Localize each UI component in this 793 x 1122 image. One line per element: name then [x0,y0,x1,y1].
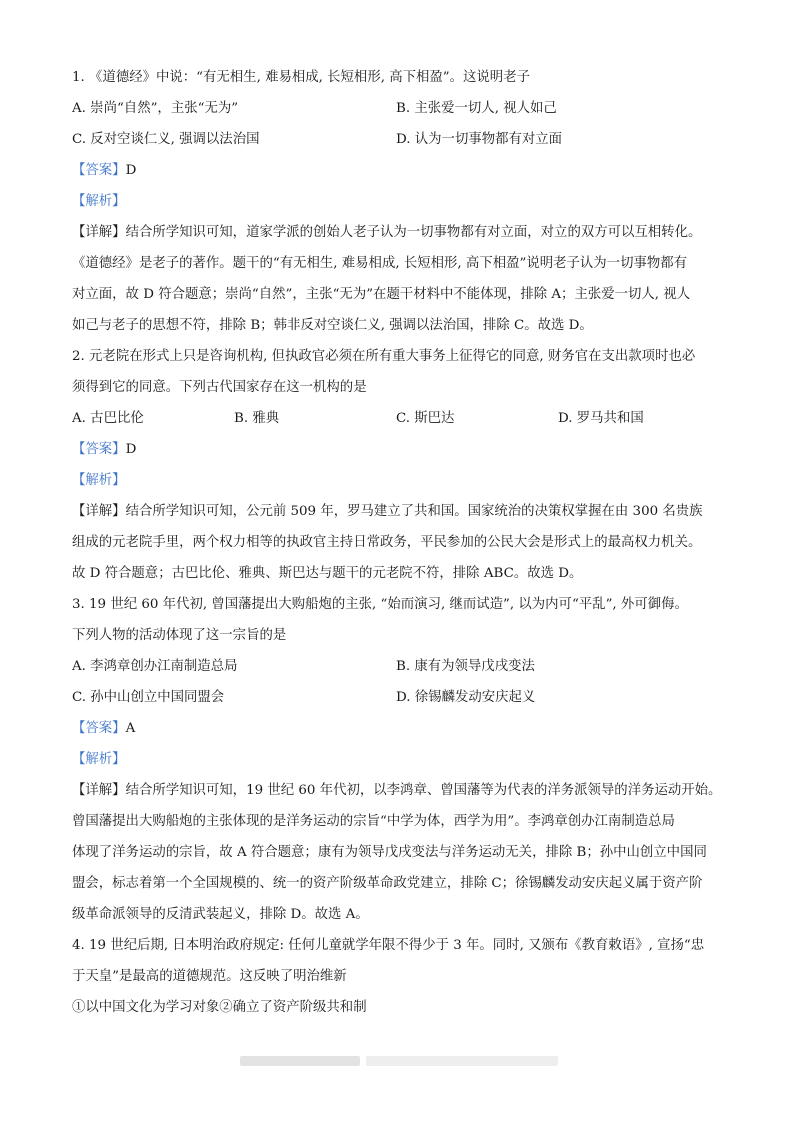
detail-paragraph [72,775,727,930]
statement-items: ①以中国文化为学习对象②确立了资产阶级共和制 [72,1000,367,1015]
question-stem: 4. 19 世纪后期, 日本明治政府规定: 任何儿童就学年限不得少于 3 年。同时, 又颁布《教育敕语》, 宣扬“忠 [72,938,705,953]
question-stem: 须得到它的同意。下列古代国家存在这一机构的是 [72,380,367,395]
detail-label: 【详解】 [72,783,126,798]
question-stem: 下列人物的活动体现了这一宗旨的是 [72,628,287,643]
detail-text: 结合所学知识可知，公元前 509 年，罗马建立了共和国。国家统治的决策权掌握在由 300 名贵族 [125,504,703,519]
detail-line: 《道德经》是老子的著作。题干的“有无相生, 难易相成, 长短相形, 高下相盈”说明老子认为一切事物都有 [72,256,688,271]
options-row [72,682,727,713]
option-a: A. 崇尚“自然”，主张“无为” [72,101,239,116]
answer-label: 【答案】 [72,163,126,178]
option-c: C. 孙中山创立中国同盟会 [72,690,225,705]
analysis-line [72,465,727,496]
detail-line: 体现了洋务运动的宗旨，故 A 符合题意；康有为领导戊戌变法与洋务运动无关，排除 B；孙中山创立中国同 [72,845,707,860]
detail-label: 【详解】 [72,225,126,240]
question-3 [72,589,727,930]
detail-paragraph [72,496,727,589]
blurred-text-block [366,1056,558,1066]
detail-line: 对立面，故 D 符合题意；崇尚“自然”，主张“无为”在题干材料中不能体现，排除 A；主张爱一切人, 视人 [72,287,691,302]
question-stem: 3. 19 世纪 60 年代初, 曾国藩提出大购船炮的主张, “始而演习, 继而试造”, 以为内可“平乱”, 外可御侮。 [72,597,688,612]
question-stem: 1. 《道德经》中说：“有无相生, 难易相成, 长短相形, 高下相盈”。这说明老子 [72,70,530,85]
question-2 [72,341,727,589]
option-b: B. 雅典 [234,411,280,426]
options-row [72,651,727,682]
detail-line [72,217,727,248]
detail-line: 故 D 符合题意；古巴比伦、雅典、斯巴达与题干的元老院不符，排除 ABC。故选 D。 [72,566,583,581]
detail-line: 曾国藩提出大购船炮的主张体现的是洋务运动的宗旨“中学为体，西学为用”。李鸿章创办江南制造总局 [72,814,675,829]
detail-text: 结合所学知识可知，道家学派的创始人老子认为一切事物都有对立面，对立的双方可以互相转化。 [125,225,702,240]
detail-line: 组成的元老院手里，两个权力相等的执政官主持日常政务，平民参加的公民大会是形式上的最高权力机关。 [72,535,702,550]
analysis-line [72,186,727,217]
options-row [72,403,727,434]
detail-line: 如己与老子的思想不符，排除 B；韩非反对空谈仁义, 强调以法治国，排除 C。故选 D。 [72,318,593,333]
options-row [72,124,727,155]
option-c: C. 反对空谈仁义, 强调以法治国 [72,132,260,147]
analysis-label: 【解析】 [72,752,126,767]
answer-label: 【答案】 [72,721,126,736]
blurred-footer-watermark [240,1053,558,1069]
option-a: A. 古巴比伦 [72,411,144,426]
analysis-label: 【解析】 [72,194,126,209]
detail-line: 盟会，标志着第一个全国规模的、统一的资产阶级革命政党建立，排除 C；徐锡麟发动安庆起义属于资产阶 [72,876,703,891]
answer-line [72,713,727,744]
option-d: D. 认为一切事物都有对立面 [396,132,563,147]
answer-value: D [125,163,137,178]
answer-line [72,434,727,465]
option-d: D. 罗马共和国 [558,411,644,426]
answer-line [72,155,727,186]
detail-text: 结合所学知识可知，19 世纪 60 年代初，以李鸿章、曾国藩等为代表的洋务派领导的洋务运动开始。 [125,783,722,798]
question-4 [72,930,727,1023]
detail-line [72,496,727,527]
answer-value: A [125,721,136,736]
detail-line: 级革命派领导的反清武装起义，排除 D。故选 A。 [72,907,369,922]
option-b: B. 主张爱一切人, 视人如己 [396,101,557,116]
option-d: D. 徐锡麟发动安庆起义 [396,690,536,705]
question-stem: 于天皇”是最高的道德规范。这反映了明治维新 [72,969,347,984]
detail-paragraph [72,217,727,341]
document-page [72,62,727,1023]
question-1 [72,62,727,341]
option-a: A. 李鸿章创办江南制造总局 [72,659,238,674]
blurred-text-block [240,1056,360,1066]
analysis-line [72,744,727,775]
analysis-label: 【解析】 [72,473,126,488]
options-row [72,93,727,124]
option-b: B. 康有为领导戊戌变法 [396,659,535,674]
option-c: C. 斯巴达 [396,411,455,426]
question-stem: 2. 元老院在形式上只是咨询机构, 但执政官必须在所有重大事务上征得它的同意, 财务官在支出款项时也必 [72,349,696,364]
answer-label: 【答案】 [72,442,126,457]
detail-label: 【详解】 [72,504,126,519]
detail-line [72,775,727,806]
answer-value: D [125,442,137,457]
